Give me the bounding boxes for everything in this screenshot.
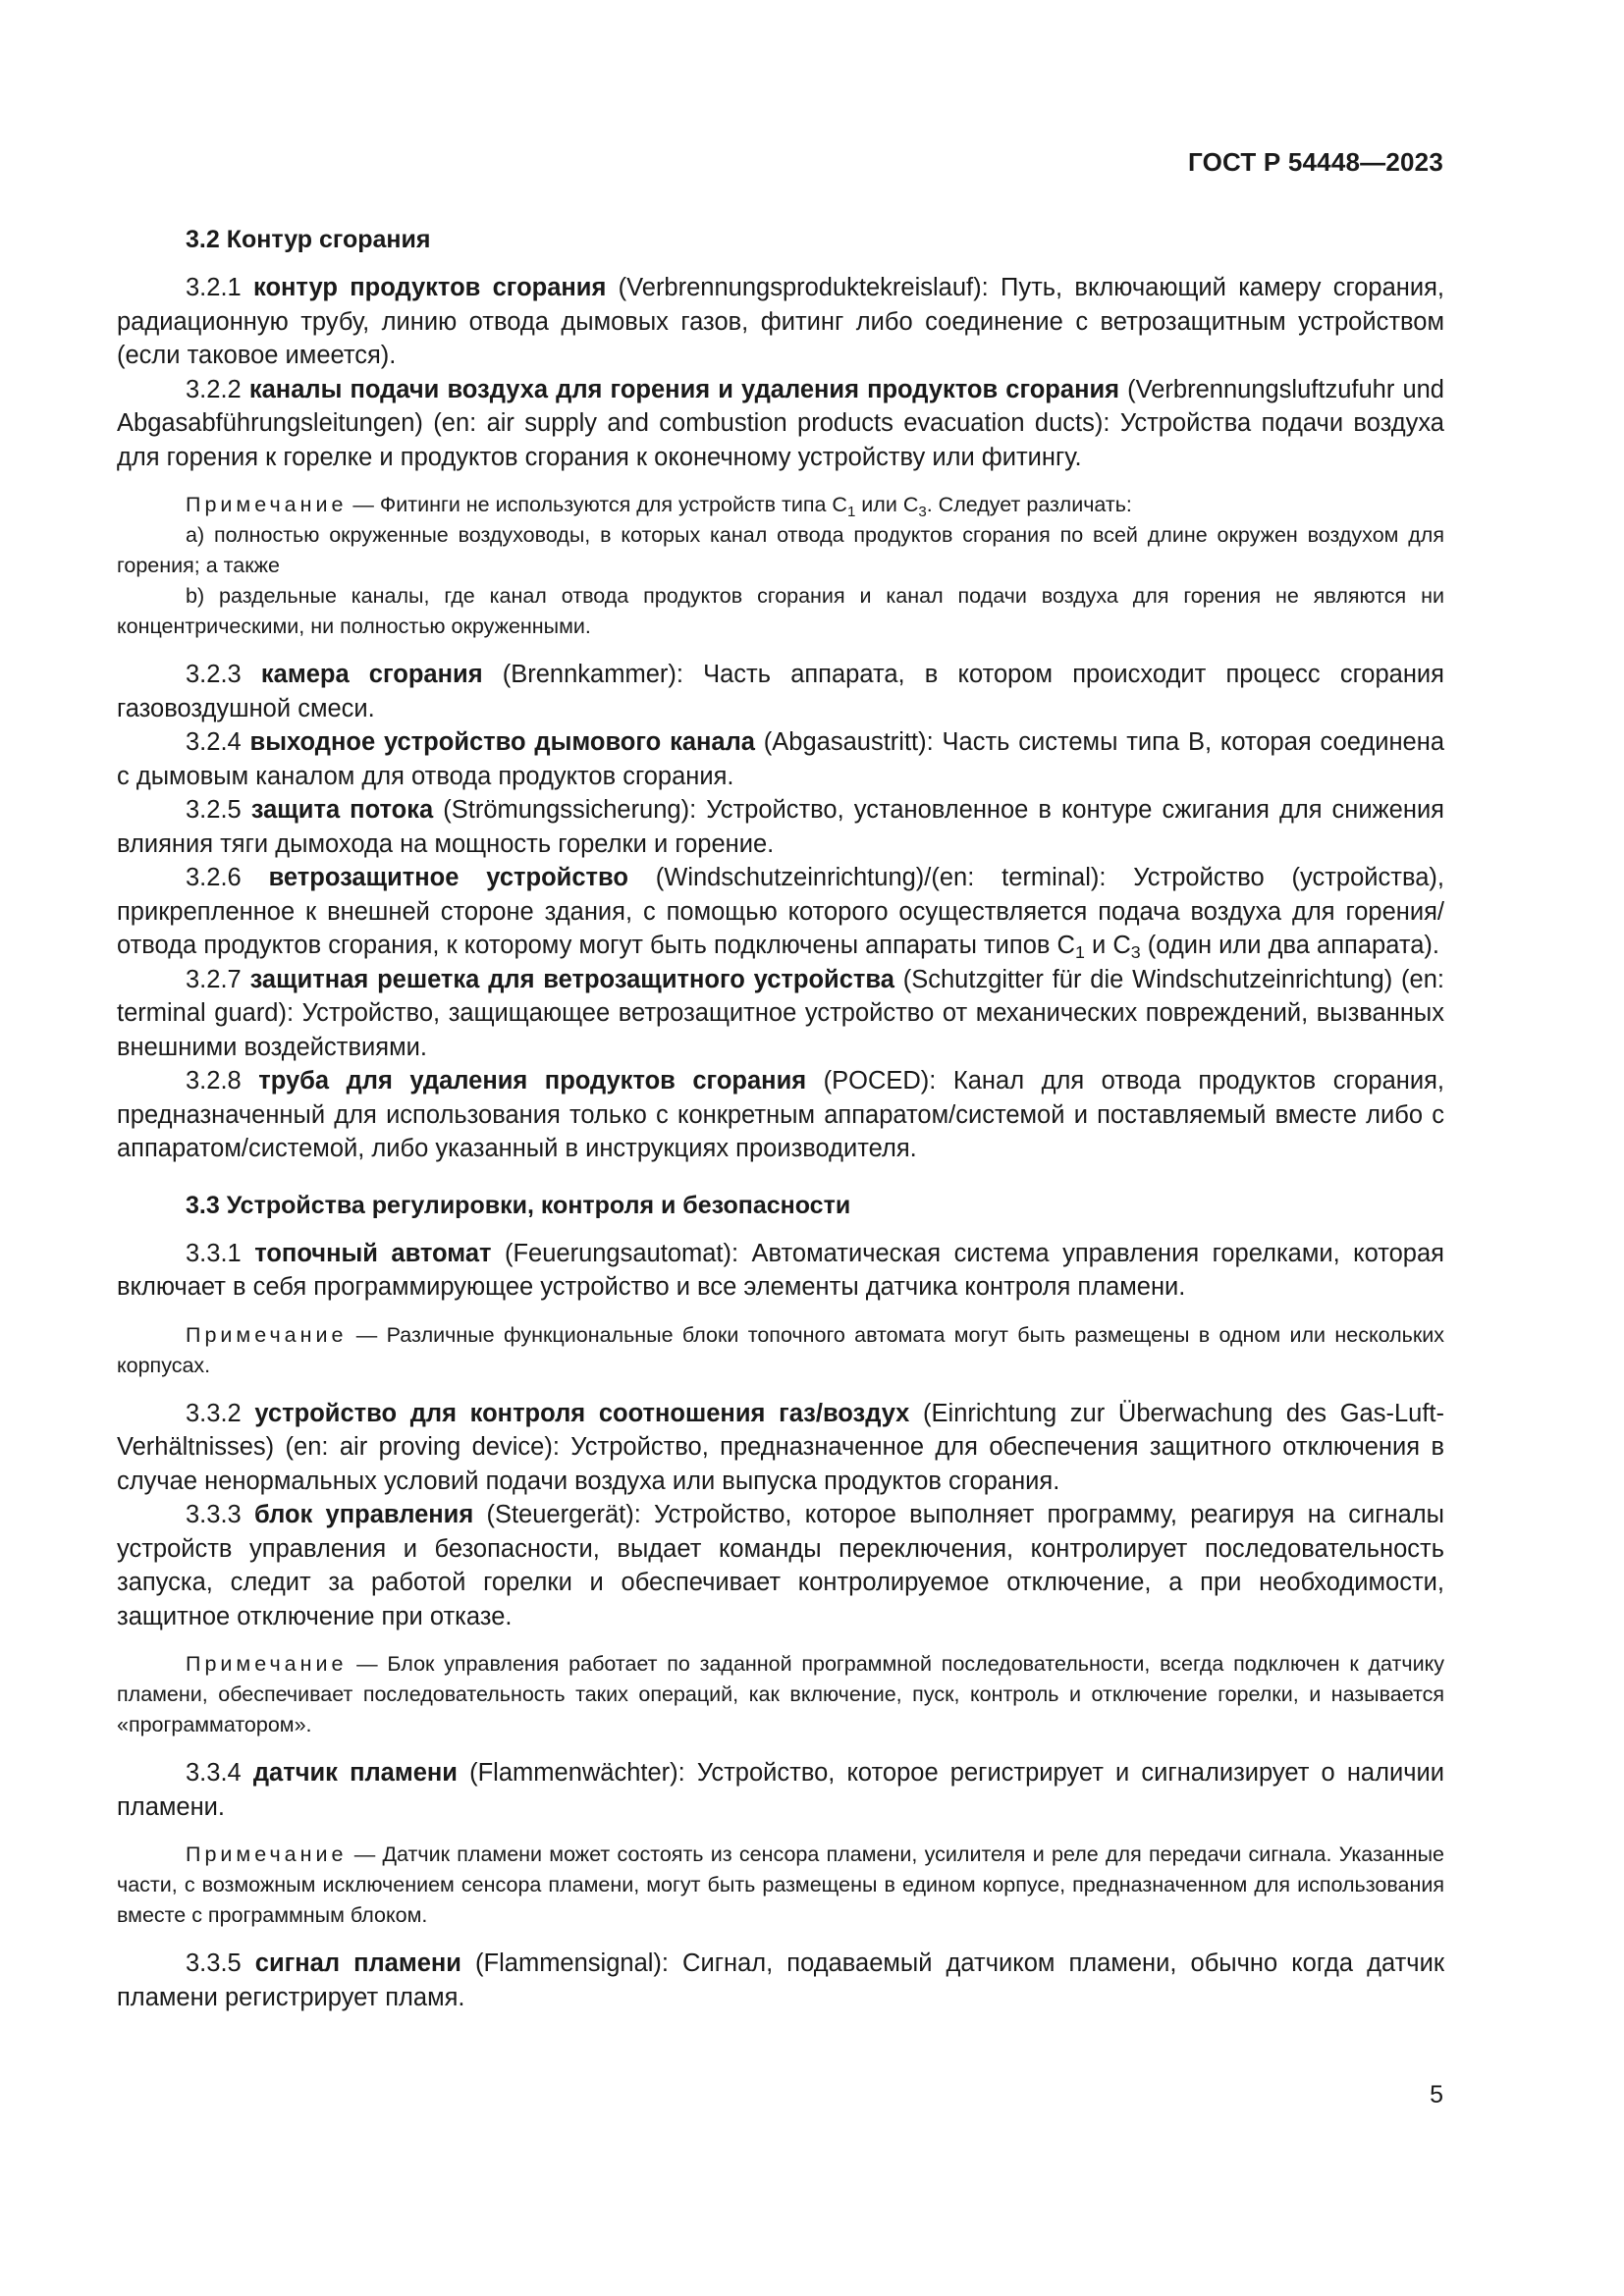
note-3-3-4: Примечание — Датчик пламени может состоять из сенсора пламени, усилителя и реле для передачи сигнала. Указанные части, с возможным исключением сенсора пламени, могут быть размещены в едином корпусе, предназначенном для использования вместе с программным блоком. bbox=[117, 1842, 1444, 1927]
note-3-2-2: Примечание — Фитинги не используются для устройств типа $С_1$ или $С_3$. Следует различать: a) полностью окруженные воздуховоды, в которых канал отвода продуктов сгорания по всей длине окружен воздухом для горения; а также b) раздельные каналы, где канал отвода продуктов сгорания и канал подачи воздуха для горения не являются ни концентрическими, ни полностью окруженными. bbox=[117, 490, 1444, 642]
term-3-2-4: 3.2.4 выходное устройство дымового канала (Abgasaustritt): Часть системы типа В, которая соединена с дымовым каналом для отвода продуктов сгорания. bbox=[117, 728, 1444, 790]
page-content bbox=[117, 222, 1444, 2014]
term-3-2-5: 3.2.5 защита потока (Strömungssicherung): Устройство, установленное в контуре сжигания для снижения влияния тяги дымохода на мощность горелки и горение. bbox=[117, 796, 1444, 858]
page-number: 5 bbox=[1430, 2081, 1443, 2109]
note-label: Примечание bbox=[186, 493, 348, 516]
note-label: Примечание bbox=[186, 1842, 348, 1866]
document-header: ГОСТ Р 54448—2023 bbox=[1188, 147, 1443, 177]
term-3-2-3: 3.2.3 камера сгорания (Brennkammer): Часть аппарата, в котором происходит процесс сгорания газовоздушной смеси. bbox=[117, 661, 1444, 722]
term-3-2-6: 3.2.6 ветрозащитное устройство (Windschutzeinrichtung)/(en: terminal): Устройство (устройства), прикрепленное к внешней стороне здания, с помощью которого осуществляется подача воздуха для горения/отвода продуктов сгорания, к которому могут быть подключены аппараты типов $С_1$ и $С_3$ (один или два аппарата). bbox=[117, 864, 1444, 962]
term-3-3-3: 3.3.3 блок управления (Steuergerät): Устройство, которое выполняет программу, реагируя на сигналы устройств управления и безопасности, выдает команды переключения, контролирует последовательность запуска, следит за работой горелки и обеспечивает контролируемое отключение, а при необходимости, защитное отключение при отказе. bbox=[117, 1501, 1444, 1630]
section-title-3-2: 3.2 Контур сгорания bbox=[186, 226, 431, 253]
term-3-3-5: 3.3.5 сигнал пламени (Flammensignal): Сигнал, подаваемый датчиком пламени, обычно когда датчик пламени регистрирует пламя. bbox=[117, 1949, 1444, 2011]
note-item-a: a) полностью окруженные воздуховоды, в которых канал отвода продуктов сгорания по всей длине окружен воздухом для горения; а также bbox=[117, 523, 1444, 577]
section-title-3-3: 3.3 Устройства регулировки, контроля и безопасности bbox=[186, 1191, 851, 1219]
note-3-3-1: Примечание — Различные функциональные блоки топочного автомата могут быть размещены в одном или нескольких корпусах. bbox=[117, 1322, 1444, 1377]
note-3-3-3: Примечание — Блок управления работает по заданной программной последовательности, всегда подключен к датчику пламени, обеспечивает последовательность таких операций, как включение, пуск, контроль и отключение горелки, и называется «программатором». bbox=[117, 1652, 1444, 1736]
term-3-2-2: 3.2.2 каналы подачи воздуха для горения и удаления продуктов сгорания (Verbrennungsluftzufuhr und Abgasabführungsleitungen) (en: air supply and combustion products evacuation ducts): Устройства подачи воздуха для горения к горелке и продуктов сгорания к оконечному устройству или фитингу. bbox=[117, 375, 1444, 471]
note-label: Примечание bbox=[186, 1322, 348, 1347]
term-3-2-1: 3.2.1 контур продуктов сгорания (Verbrennungsproduktekreislauf): Путь, включающий камеру сгорания, радиационную трубу, линию отвода дымовых газов, фитинг либо соединение с ветрозащитным устройством (если таковое имеется). bbox=[117, 274, 1444, 369]
term-3-3-2: 3.3.2 устройство для контроля соотношения газ/воздух (Einrichtung zur Überwachung des Gas-Luft-Verhältnisses) (en: air proving device): Устройство, предназначенное для обеспечения защитного отключения в случае ненормальных условий подачи воздуха или выпуска продуктов сгорания. bbox=[117, 1399, 1444, 1495]
note-label: Примечание bbox=[186, 1652, 348, 1676]
term-3-3-1: 3.3.1 топочный автомат (Feuerungsautomat): Автоматическая система управления горелками, которая включает в себя программирующее устройство и все элементы датчика контроля пламени. bbox=[117, 1239, 1444, 1301]
term-3-2-7: 3.2.7 защитная решетка для ветрозащитного устройства (Schutzgitter für die Windschutzeinrichtung) (en: terminal guard): Устройство, защищающее ветрозащитное устройство от механических повреждений, вызванных внешними воздействиями. bbox=[117, 965, 1444, 1061]
term-3-3-4: 3.3.4 датчик пламени (Flammenwächter): Устройство, которое регистрирует и сигнализирует о наличии пламени. bbox=[117, 1759, 1444, 1821]
note-item-b: b) раздельные каналы, где канал отвода продуктов сгорания и канал подачи воздуха для горения не являются ни концентрическими, ни полностью окруженными. bbox=[117, 584, 1444, 638]
term-3-2-8: 3.2.8 труба для удаления продуктов сгорания (POCED): Канал для отвода продуктов сгорания, предназначенный для использования только с конкретным аппаратом/системой и поставляемый вместе либо с аппаратом/системой, либо указанный в инструкциях производителя. bbox=[117, 1067, 1444, 1162]
